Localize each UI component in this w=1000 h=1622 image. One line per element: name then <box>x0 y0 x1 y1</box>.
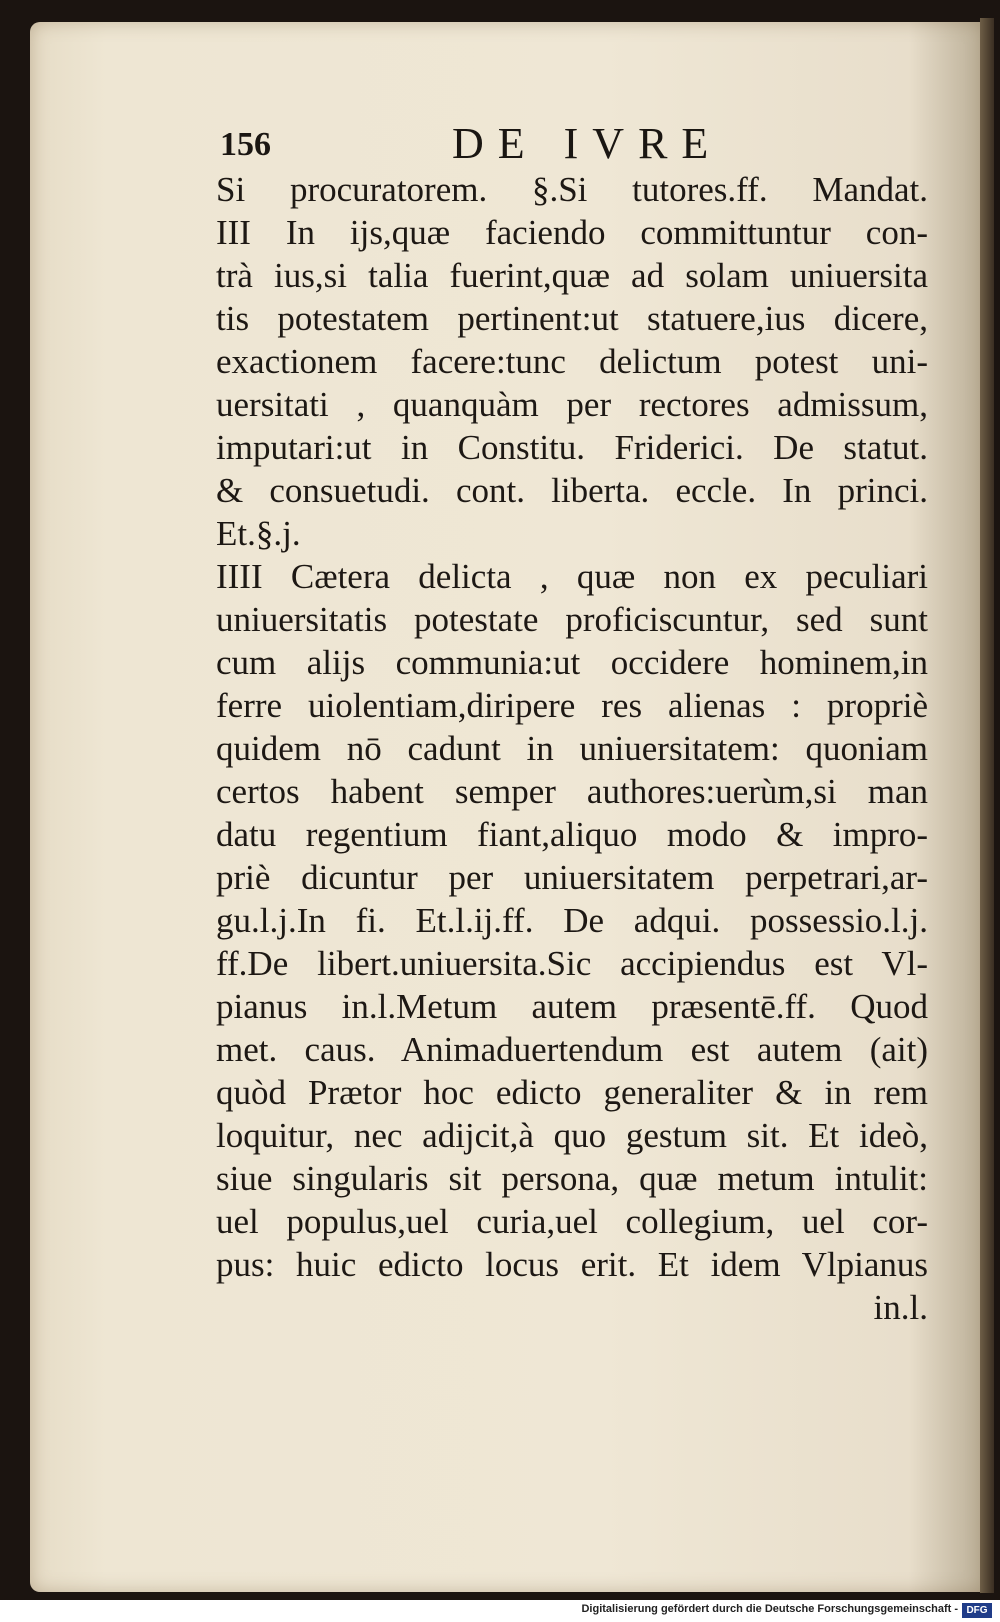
text-line: imputari:ut in Constitu. Friderici. De statut. <box>216 428 928 467</box>
text-line: tis potestatem pertinent:ut statuere,ius dicere, <box>216 299 928 338</box>
text-line: cum alijs communia:ut occidere hominem,in <box>216 643 928 682</box>
text-line: uersitati , quanquàm per rectores admissum, <box>216 385 928 424</box>
text-line: gu.l.j.In fi. Et.l.ij.ff. De adqui. possessio.l.j. <box>216 901 928 940</box>
page-edge <box>980 18 994 1593</box>
text-line: IIII Cætera delicta , quæ non ex peculiari <box>216 557 928 596</box>
text-line: uniuersitatis potestate proficiscuntur, sed sunt <box>216 600 928 639</box>
text-line: siue singularis sit persona, quæ metum intulit: <box>216 1159 928 1198</box>
text-line: certos habent semper authores:uerùm,si man <box>216 772 928 811</box>
text-line: Et.§.j. <box>216 514 301 553</box>
body-text <box>216 168 928 1329</box>
text-line: & consuetudi. cont. liberta. eccle. In princi. <box>216 471 928 510</box>
text-line: datu regentium fiant,aliquo modo & impro- <box>216 815 928 854</box>
text-line: quidem nō cadunt in uniuersitatem: quoniam <box>216 729 928 768</box>
text-line: loquitur, nec adijcit,à quo gestum sit. Et ideò, <box>216 1116 928 1155</box>
dfg-logo: DFG <box>962 1603 992 1618</box>
text-line: met. caus. Animaduertendum est autem (ait) <box>216 1030 928 1069</box>
text-line: trà ius,si talia fuerint,quæ ad solam uniuersita <box>216 256 928 295</box>
digitization-credit: Digitalisierung gefördert durch die Deutsche Forschungsgemeinschaft - <box>581 1603 958 1615</box>
text-line: exactionem facere:tunc delictum potest uni- <box>216 342 928 381</box>
running-head: DE IVRE <box>452 119 723 168</box>
catchword: in.l. <box>873 1288 928 1327</box>
text-line: ferre uiolentiam,diripere res alienas : propriè <box>216 686 928 725</box>
page-number: 156 <box>220 126 271 163</box>
text-line: pus: huic edicto locus erit. Et idem Vlpianus <box>216 1245 928 1284</box>
text-line: ff.De libert.uniuersita.Sic accipiendus est Vl- <box>216 944 928 983</box>
text-line: uel populus,uel curia,uel collegium, uel cor- <box>216 1202 928 1241</box>
text-line: Si procuratorem. §.Si tutores.ff. Mandat. <box>216 170 928 209</box>
digitization-footer <box>0 1600 1000 1622</box>
text-line: priè dicuntur per uniuersitatem perpetrari,ar- <box>216 858 928 897</box>
text-line: III In ijs,quæ faciendo committuntur con- <box>216 213 928 252</box>
text-line: pianus in.l.Metum autem præsentē.ff. Quod <box>216 987 928 1026</box>
text-line: quòd Prætor hoc edicto generaliter & in rem <box>216 1073 928 1112</box>
